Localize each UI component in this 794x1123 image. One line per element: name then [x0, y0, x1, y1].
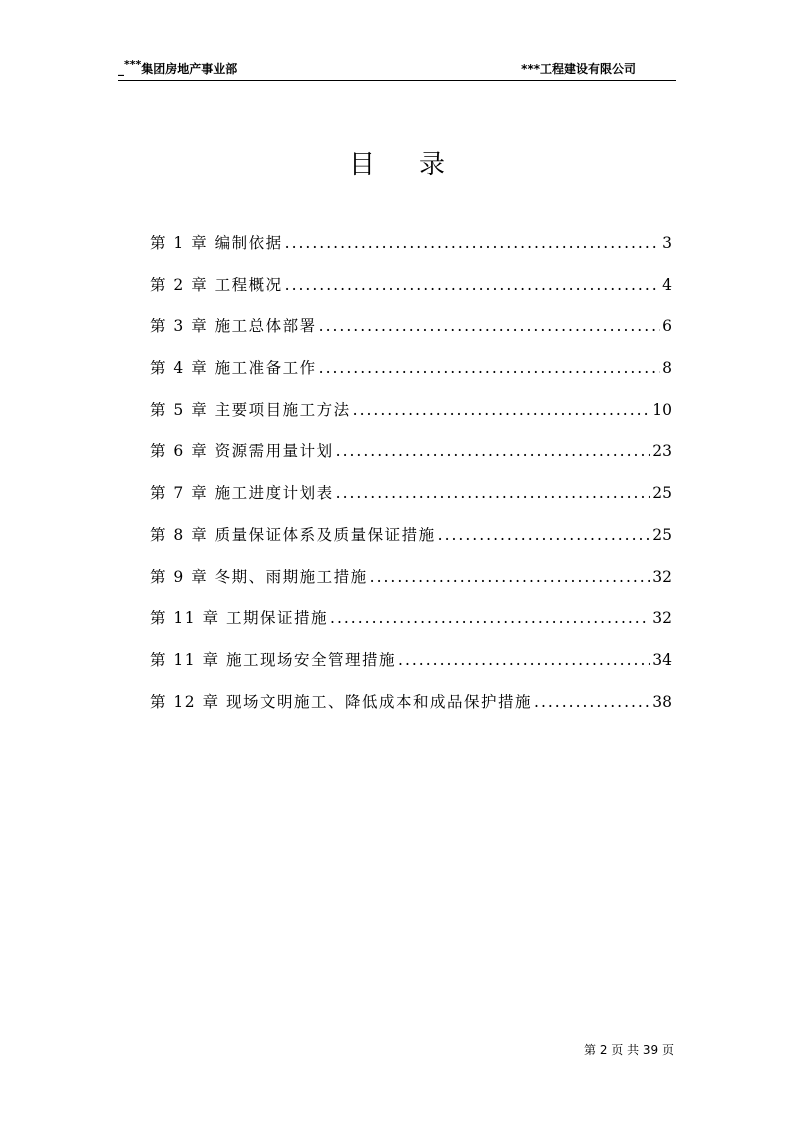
toc-item-page: 34: [652, 650, 672, 669]
toc-leader-dots: [438, 526, 651, 544]
toc-leader-dots: [534, 693, 650, 711]
toc-item-page: 3: [662, 234, 672, 252]
toc-item-page: 4: [662, 275, 672, 294]
toc-item[interactable]: [150, 565, 672, 607]
header-right-company: ***工程建设有限公司: [521, 62, 636, 76]
header-left-text: 集团房地产事业部: [141, 62, 238, 76]
toc-item-label: 第 6 章 资源需用量计划: [150, 442, 334, 461]
toc-item[interactable]: [150, 314, 672, 356]
toc-item-label: 第 7 章 施工进度计划表: [150, 484, 334, 503]
page-title: 目录: [348, 150, 489, 180]
toc-item-label: 第 12 章 现场文明施工、降低成本和成品保护措施: [150, 692, 533, 711]
toc-item-label: 第 3 章 施工总体部署: [150, 317, 317, 336]
toc-item-label: 第 11 章 施工现场安全管理措施: [150, 650, 397, 669]
toc-item-page: 25: [652, 525, 672, 544]
header-left-org: [118, 60, 237, 77]
toc-leader-dots: [336, 484, 651, 502]
toc-item-page: 10: [652, 400, 672, 419]
page-header: [118, 58, 676, 81]
toc-item[interactable]: [150, 356, 672, 398]
toc-leader-dots: [319, 359, 660, 377]
toc-item[interactable]: [150, 606, 672, 648]
toc-item-page: 32: [652, 609, 672, 628]
toc-leader-dots: [319, 317, 660, 335]
toc-item[interactable]: [150, 273, 672, 315]
header-left-prefix: _: [118, 62, 124, 76]
toc-leader-dots: [370, 568, 651, 586]
toc-item-page: 23: [652, 442, 672, 461]
toc-leader-dots: [330, 609, 650, 627]
toc-item-label: 第 9 章 冬期、雨期施工措施: [150, 567, 368, 586]
toc-item-page: 8: [662, 359, 672, 378]
toc-item[interactable]: [150, 439, 672, 481]
toc-item-label: 第 2 章 工程概况: [150, 275, 283, 294]
toc-item[interactable]: [150, 231, 672, 273]
toc-item-page: 6: [662, 317, 672, 336]
toc-leader-dots: [353, 401, 651, 419]
toc-leader-dots: [398, 651, 650, 669]
toc-leader-dots: [336, 442, 651, 460]
toc-item-page: 32: [652, 567, 672, 586]
toc-item-page: 38: [652, 692, 672, 711]
toc-item[interactable]: [150, 481, 672, 523]
toc-leader-dots: [285, 234, 660, 252]
toc-leader-dots: [285, 276, 660, 294]
page-footer-page-number: 第 2 页 共 39 页: [584, 1043, 674, 1057]
toc-item-page: 25: [652, 484, 672, 503]
toc-item-label: 第 11 章 工期保证措施: [150, 609, 329, 628]
table-of-contents: [150, 231, 672, 731]
toc-item[interactable]: [150, 398, 672, 440]
toc-item-label: 第 1 章 编制依据: [150, 234, 283, 252]
toc-item[interactable]: [150, 690, 672, 732]
header-left-stars: ***: [124, 58, 142, 71]
toc-item-label: 第 5 章 主要项目施工方法: [150, 400, 351, 419]
toc-item[interactable]: [150, 648, 672, 690]
toc-item[interactable]: [150, 523, 672, 565]
toc-item-label: 第 4 章 施工准备工作: [150, 359, 317, 378]
toc-item-label: 第 8 章 质量保证体系及质量保证措施: [150, 525, 436, 544]
